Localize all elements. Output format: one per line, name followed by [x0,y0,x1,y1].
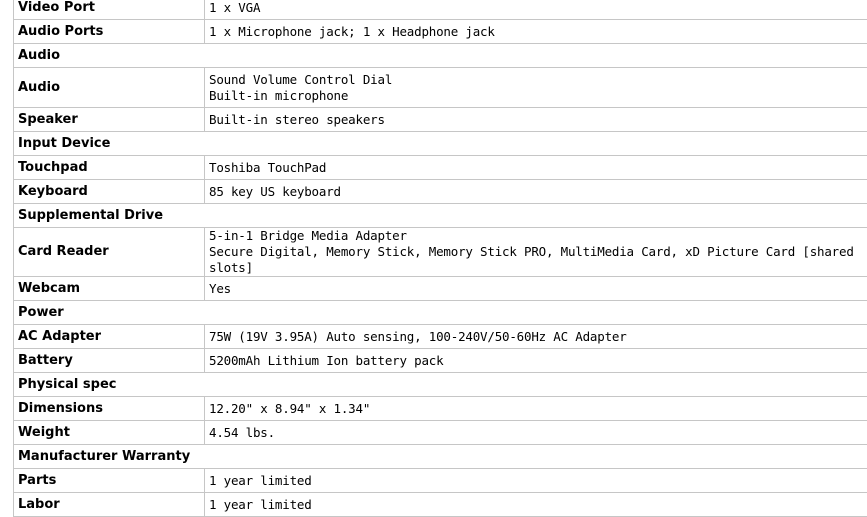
spec-row [14,469,867,493]
spec-label: Keyboard [14,180,205,204]
spec-value [205,349,867,373]
spec-value-line: Built-in microphone [209,88,867,104]
spec-value-line: 5-in-1 Bridge Media Adapter [209,228,867,244]
section-header-row [14,301,867,325]
spec-value [205,325,867,349]
spec-value-line: 75W (19V 3.95A) Auto sensing, 100-240V/50-60Hz AC Adapter [209,329,867,345]
spec-value [205,493,867,517]
spec-value-line: 4.54 lbs. [209,425,867,441]
spec-value [205,469,867,493]
spec-value [205,156,867,180]
spec-label: Labor [14,493,205,517]
spec-label: Weight [14,421,205,445]
section-title: Supplemental Drive [14,204,867,228]
spec-value-line: 1 x VGA [209,0,867,16]
spec-value [205,397,867,421]
spec-label: Audio [14,68,205,108]
spec-label: Card Reader [14,228,205,277]
spec-value [205,180,867,204]
spec-row [14,325,867,349]
section-title: Power [14,301,867,325]
spec-row [14,68,867,108]
section-header-row [14,132,867,156]
spec-value [205,68,867,108]
spec-value [205,228,867,277]
section-title: Input Device [14,132,867,156]
spec-value [205,20,867,44]
spec-row [14,20,867,44]
spec-row [14,108,867,132]
section-title: Physical spec [14,373,867,397]
spec-table [13,0,867,517]
section-header-row [14,204,867,228]
spec-label: Battery [14,349,205,373]
spec-table-body [14,0,867,517]
spec-value-line: 1 year limited [209,497,867,513]
spec-row [14,228,867,277]
section-title: Manufacturer Warranty [14,445,867,469]
spec-label: Dimensions [14,397,205,421]
spec-value-line: Sound Volume Control Dial [209,72,867,88]
section-title: Audio [14,44,867,68]
spec-value [205,108,867,132]
spec-label: Audio Ports [14,20,205,44]
spec-value-line: 1 year limited [209,473,867,489]
spec-value-line: 1 x Microphone jack; 1 x Headphone jack [209,24,867,40]
spec-label: Webcam [14,277,205,301]
spec-value [205,0,867,20]
spec-value-line: Yes [209,281,867,297]
section-header-row [14,44,867,68]
section-header-row [14,373,867,397]
spec-row [14,277,867,301]
spec-value-line: Secure Digital, Memory Stick, Memory Stick PRO, MultiMedia Card, xD Picture Card [shared slots] [209,244,867,276]
spec-label: AC Adapter [14,325,205,349]
spec-row [14,156,867,180]
spec-value-line: 5200mAh Lithium Ion battery pack [209,353,867,369]
spec-row [14,180,867,204]
spec-value [205,277,867,301]
spec-value-line: 12.20" x 8.94" x 1.34" [209,401,867,417]
spec-row [14,397,867,421]
section-header-row [14,445,867,469]
spec-row [14,421,867,445]
spec-label: Video Port [14,0,205,20]
spec-row [14,349,867,373]
spec-row [14,493,867,517]
spec-label: Parts [14,469,205,493]
spec-value-line: Toshiba TouchPad [209,160,867,176]
spec-value [205,421,867,445]
spec-row [14,0,867,20]
spec-label: Touchpad [14,156,205,180]
spec-label: Speaker [14,108,205,132]
spec-value-line: 85 key US keyboard [209,184,867,200]
spec-sheet [13,0,867,517]
spec-value-line: Built-in stereo speakers [209,112,867,128]
